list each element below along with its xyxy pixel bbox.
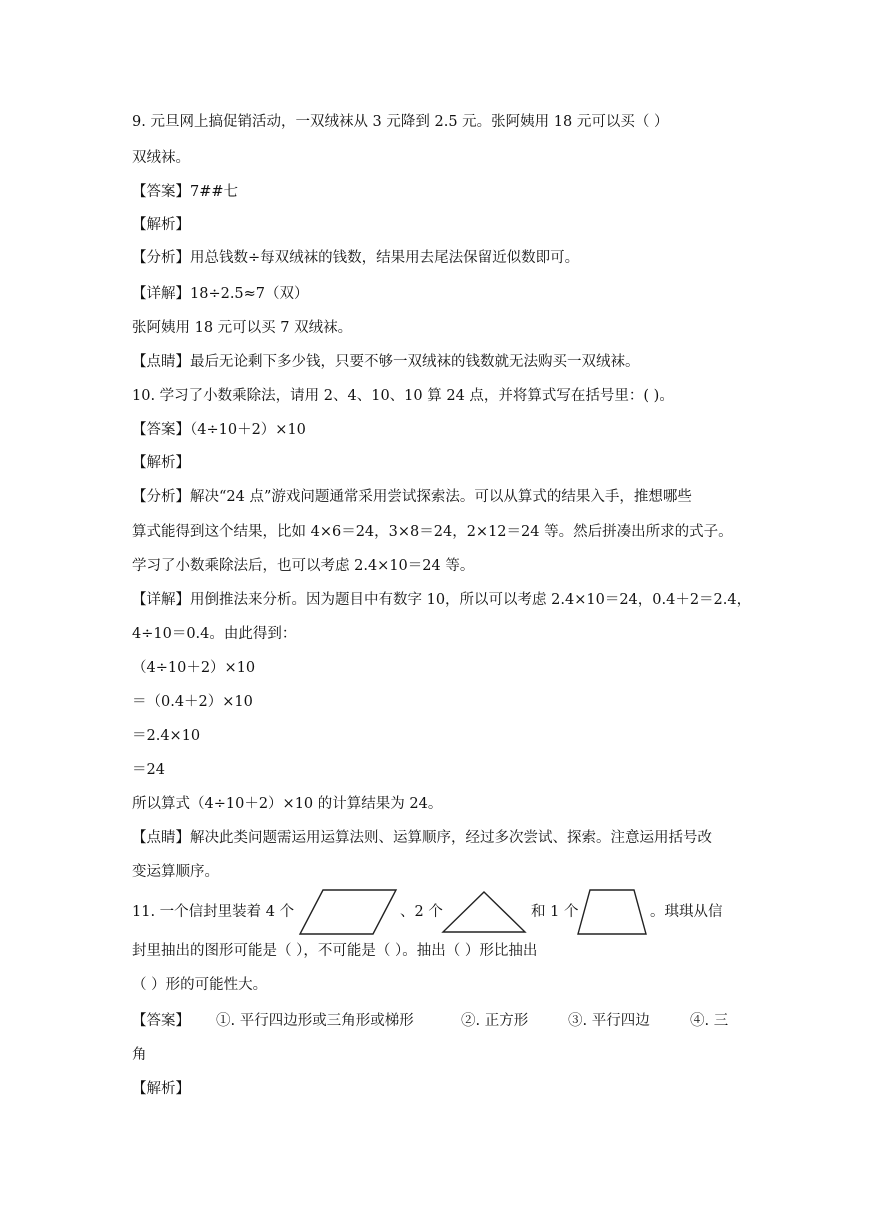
q9-stem-line-1: 9. 元旦网上搞促销活动，一双绒袜从 3 元降到 2.5 元。张阿姨用 18 元可以买（ ）	[132, 114, 669, 130]
q11-stem-part-3: 和 1 个	[531, 904, 579, 920]
q10-analysis-heading: 【解析】	[132, 455, 190, 471]
parallelogram-shape	[298, 888, 398, 936]
q10-analysis-1: 【分析】解决“24 点”游戏问题通常采用尝试探索法。可以从算式的结果入手，推想哪些	[132, 489, 692, 505]
q11-answer-continued: 角	[132, 1047, 147, 1063]
q9-stem-line-2: 双绒袜。	[132, 150, 190, 166]
q10-detail-2: 4÷10＝0.4。由此得到：	[132, 626, 297, 642]
q11-answer-3: ③. 平行四边	[568, 1013, 650, 1029]
q9-analysis-heading: 【解析】	[132, 217, 190, 233]
q10-comment-2: 变运算顺序。	[132, 864, 219, 880]
q11-answer-label: 【答案】	[132, 1013, 190, 1029]
q9-detail-2: 张阿姨用 18 元可以买 7 双绒袜。	[132, 320, 353, 336]
q11-answer-4: ④. 三	[690, 1013, 729, 1029]
q10-comment-1: 【点睛】解决此类问题需运用运算法则、运算顺序，经过多次尝试、探索。注意运用括号改	[132, 830, 712, 846]
q11-answer-1: ①. 平行四边形或三角形或梯形	[216, 1013, 414, 1029]
q10-analysis-3: 学习了小数乘除法后，也可以考虑 2.4×10＝24 等。	[132, 558, 475, 574]
q10-calc-3: ＝2.4×10	[132, 728, 201, 744]
q9-answer: 【答案】7##七	[132, 184, 239, 200]
q10-conclusion: 所以算式（4÷10＋2）×10 的计算结果为 24。	[132, 796, 443, 812]
q9-detail-1: 【详解】18÷2.5≈7（双）	[132, 286, 309, 302]
q11-stem-part-1: 11. 一个信封里装着 4 个	[132, 904, 295, 920]
q11-stem-line-2: 封里抽出的图形可能是（ ），不可能是（ ）。抽出（ ）形比抽出	[132, 943, 538, 959]
q10-analysis-2: 算式能得到这个结果，比如 4×6＝24，3×8＝24，2×12＝24 等。然后拼凑出所求的式子。	[132, 524, 733, 540]
trapezoid-shape	[576, 888, 648, 936]
q10-calc-2: ＝（0.4＋2）×10	[132, 694, 253, 710]
q11-stem-part-2: 、2 个	[400, 904, 443, 920]
triangle-shape	[441, 890, 527, 934]
q10-calc-4: ＝24	[132, 762, 165, 778]
q9-comment: 【点睛】最后无论剩下多少钱，只要不够一双绒袜的钱数就无法购买一双绒袜。	[132, 354, 640, 370]
q11-answer-2: ②. 正方形	[461, 1013, 529, 1029]
q10-detail-1: 【详解】用倒推法来分析。因为题目中有数字 10，所以可以考虑 2.4×10＝24，0.4＋2＝2.4，	[132, 592, 752, 608]
q11-stem-part-4: 。琪琪从信	[650, 904, 723, 920]
q10-calc-1: （4÷10＋2）×10	[132, 660, 256, 676]
q9-analysis: 【分析】用总钱数÷每双绒袜的钱数，结果用去尾法保留近似数即可。	[132, 250, 580, 266]
q11-stem-line-3: （ ）形的可能性大。	[132, 977, 268, 993]
q10-stem: 10. 学习了小数乘除法，请用 2、4、10、10 算 24 点，并将算式写在括号里：( )。	[132, 388, 674, 404]
q10-answer: 【答案】（4÷10＋2）×10	[132, 422, 306, 438]
q11-analysis-heading: 【解析】	[132, 1081, 190, 1097]
